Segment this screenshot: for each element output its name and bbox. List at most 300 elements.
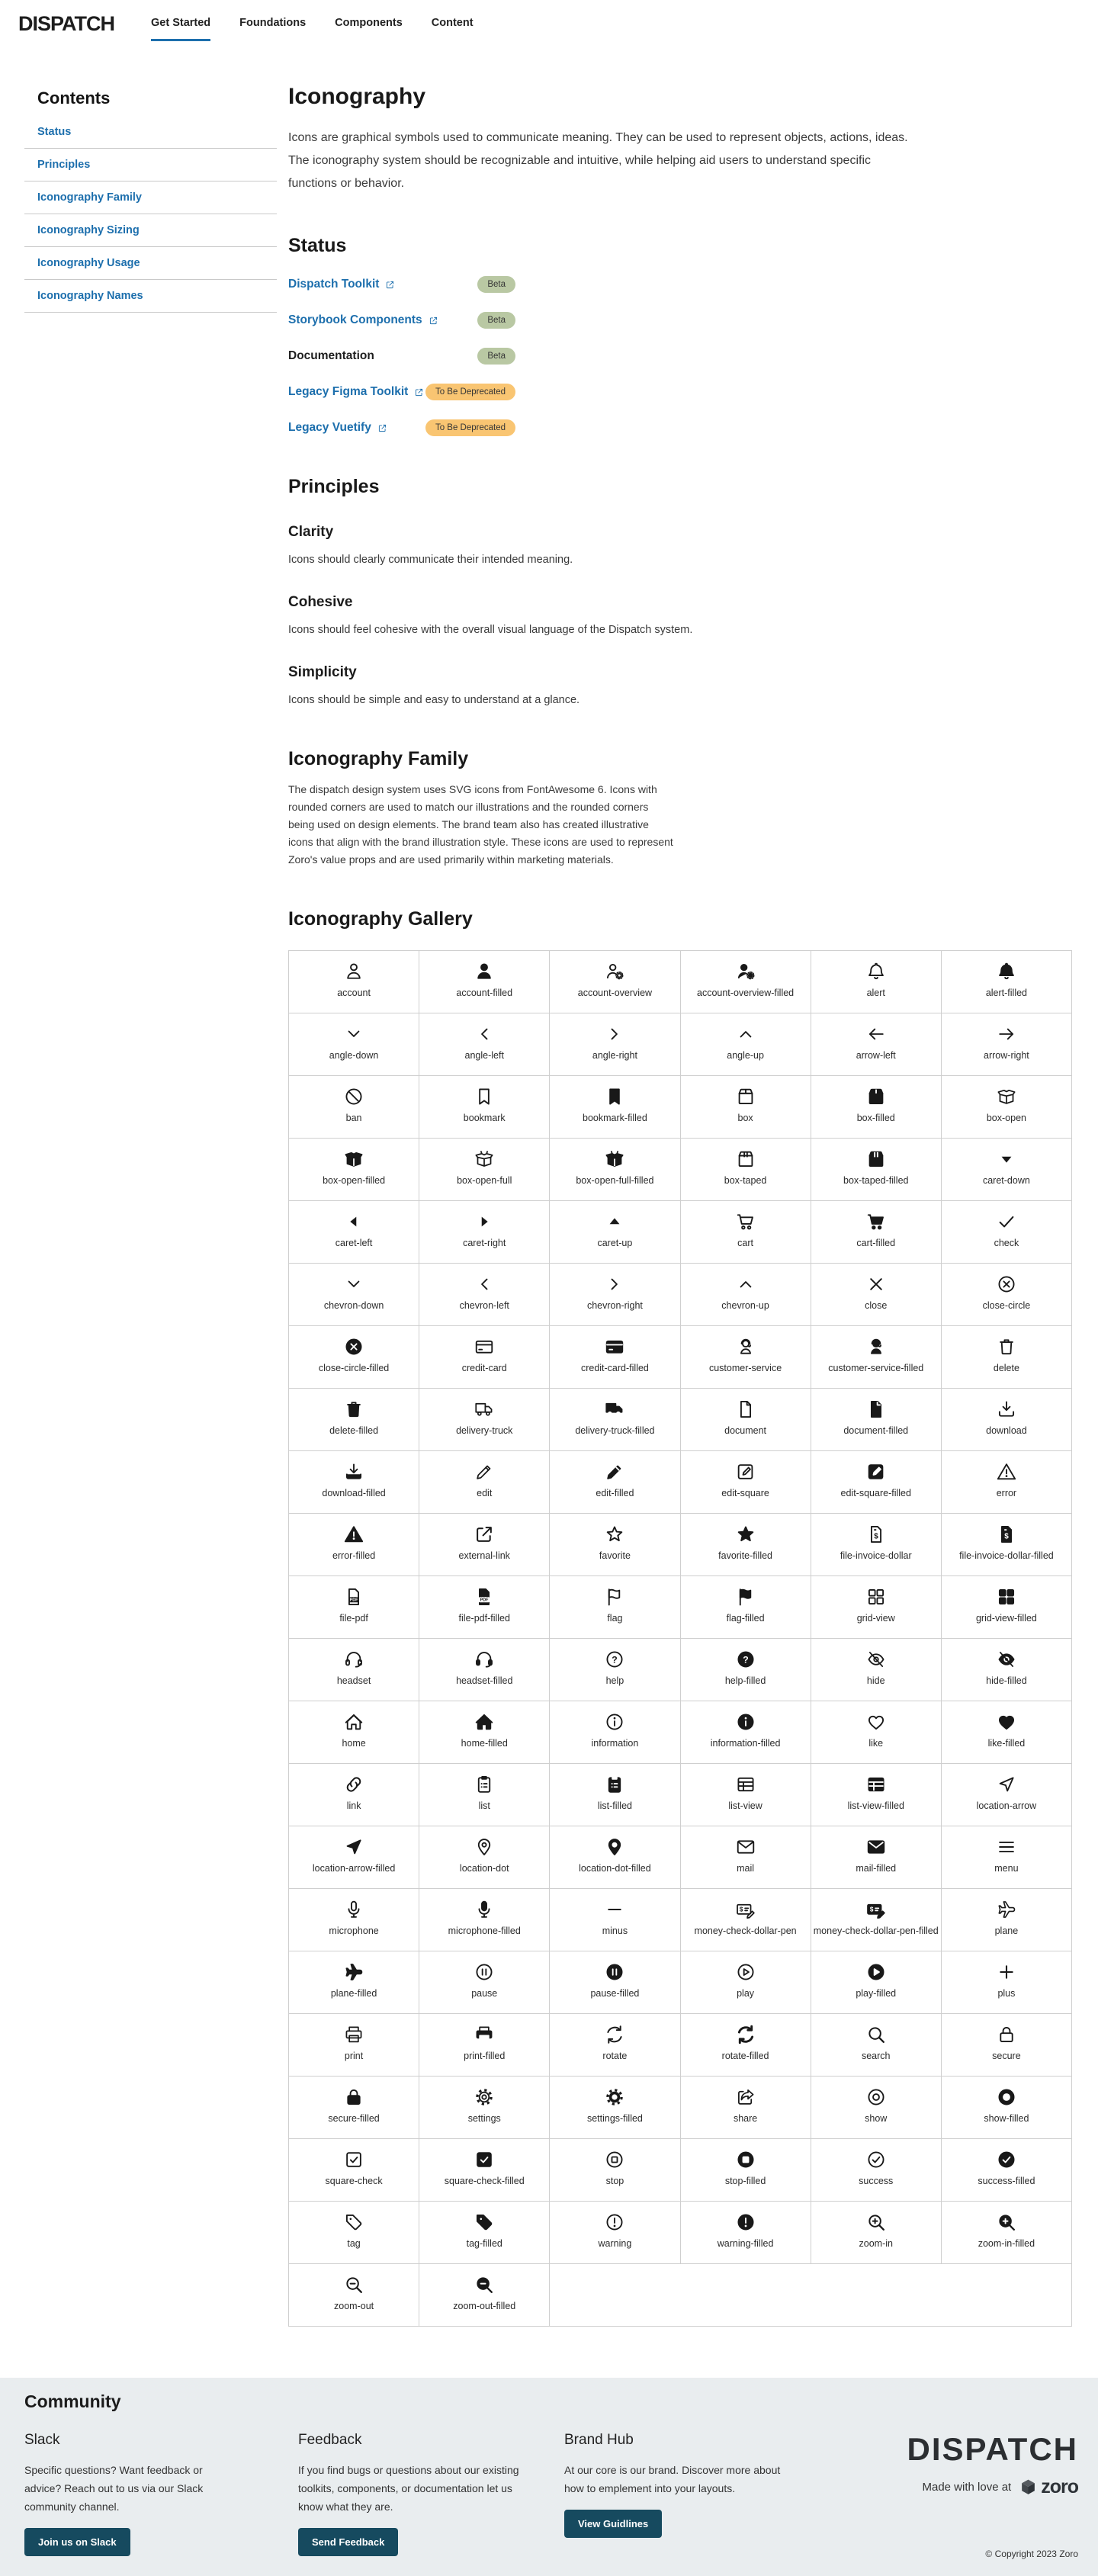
location-arrow-filled-icon <box>343 1836 364 1858</box>
chevron-left-icon <box>474 1274 495 1295</box>
box-open-icon <box>996 1086 1017 1107</box>
settings-icon <box>474 2086 495 2108</box>
icon-cell-file-invoice-dollar <box>811 1514 941 1575</box>
play-icon <box>735 1961 756 1983</box>
icon-cell-arrow-left <box>811 1013 941 1075</box>
information-icon <box>604 1711 625 1733</box>
icon-cell-plus <box>942 1951 1071 2013</box>
icon-name-label: zoom-out-filled <box>453 2301 516 2311</box>
zoom-out-icon <box>343 2274 364 2295</box>
icon-cell-close-circle-filled <box>289 1326 419 1388</box>
cart-icon <box>735 1211 756 1232</box>
pause-icon <box>474 1961 495 1983</box>
icon-name-label: grid-view <box>856 1613 895 1624</box>
icon-cell-money-check-dollar-pen-filled <box>811 1889 941 1951</box>
icon-name-label: headset-filled <box>456 1675 513 1686</box>
secure-icon <box>996 2024 1017 2045</box>
edit-icon <box>474 1461 495 1482</box>
status-link-dispatch-toolkit[interactable]: Dispatch Toolkit <box>288 278 395 291</box>
status-list <box>288 276 1072 436</box>
success-filled-icon <box>996 2149 1017 2170</box>
status-row-storybook-components <box>288 312 515 329</box>
icon-cell-help <box>550 1639 679 1701</box>
icon-cell-caret-up <box>550 1201 679 1263</box>
edit-square-filled-icon <box>865 1461 887 1482</box>
icon-name-label: rotate <box>602 2051 628 2061</box>
status-badge: Beta <box>477 276 515 293</box>
icon-name-label: plus <box>997 1988 1016 1999</box>
icon-name-label: like-filled <box>987 1738 1026 1749</box>
icon-cell-home-filled <box>419 1701 549 1763</box>
icon-name-label: money-check-dollar-pen <box>694 1926 797 1936</box>
icon-name-label: secure-filled <box>328 2113 380 2124</box>
angle-right-icon <box>604 1023 625 1045</box>
icon-cell-edit-square-filled <box>811 1451 941 1513</box>
icon-name-label: home <box>342 1738 366 1749</box>
icon-cell-mail-filled <box>811 1826 941 1888</box>
icon-name-label: delivery-truck-filled <box>575 1425 655 1436</box>
hide-icon <box>865 1649 887 1670</box>
icon-cell-grid-view-filled <box>942 1576 1071 1638</box>
icon-cell-money-check-dollar-pen <box>681 1889 811 1951</box>
icon-name-label: print <box>344 2051 364 2061</box>
status-badge: Beta <box>477 312 515 329</box>
document-filled-icon <box>865 1399 887 1420</box>
caret-up-icon <box>604 1211 625 1232</box>
icon-cell-account <box>289 951 419 1013</box>
microphone-filled-icon <box>474 1899 495 1920</box>
icon-name-label: account-overview-filled <box>697 988 795 998</box>
top-nav-bar <box>0 0 1098 44</box>
icon-cell-help-filled <box>681 1639 811 1701</box>
icon-cell-edit-square <box>681 1451 811 1513</box>
icon-cell-box-taped <box>681 1139 811 1200</box>
download-filled-icon <box>343 1461 364 1482</box>
icon-name-label: zoom-out <box>334 2301 374 2311</box>
icon-name-label: edit-square <box>721 1488 769 1498</box>
error-filled-icon <box>343 1524 364 1545</box>
status-row-dispatch-toolkit <box>288 276 515 293</box>
icon-name-label: stop <box>605 2176 624 2186</box>
icon-cell-flag-filled <box>681 1576 811 1638</box>
icon-name-label: money-check-dollar-pen-filled <box>813 1926 939 1936</box>
family-paragraph: The dispatch design system uses SVG icons from FontAwesome 6. Icons with rounded corners are used to match our illustrations and the rounded corners being used on design elements. The brand team also has created illustrative icons that align with the brand illustration style. These icons are used to represent Zoro's value props and are used primarily within marketing materials. <box>288 783 673 866</box>
main-content <box>288 84 1072 2372</box>
delivery-truck-icon <box>474 1399 495 1420</box>
icon-name-label: list-view-filled <box>847 1800 904 1811</box>
sidebar-item-iconography-names[interactable]: Iconography Names <box>24 280 277 313</box>
print-filled-icon <box>474 2024 495 2045</box>
document-icon <box>735 1399 756 1420</box>
icon-cell-favorite-filled <box>681 1514 811 1575</box>
principle-title-simplicity: Simplicity <box>288 664 357 680</box>
plane-filled-icon <box>343 1961 364 1983</box>
nav-tab-get-started[interactable]: Get Started <box>151 17 210 41</box>
icon-name-label: angle-left <box>464 1050 504 1061</box>
icon-cell-settings-filled <box>550 2077 679 2138</box>
contents-sidebar <box>24 88 277 313</box>
icon-cell-zoom-out <box>289 2264 419 2326</box>
location-dot-filled-icon <box>604 1836 625 1858</box>
zoom-in-filled-icon <box>996 2211 1017 2233</box>
icon-name-label: delete <box>993 1363 1019 1373</box>
list-view-icon <box>735 1774 756 1795</box>
sidebar-item-iconography-family[interactable]: Iconography Family <box>24 181 277 214</box>
arrow-right-icon <box>996 1023 1017 1045</box>
sidebar-item-principles[interactable]: Principles <box>24 149 277 181</box>
like-icon <box>865 1711 887 1733</box>
icon-name-label: box-taped-filled <box>843 1175 909 1186</box>
icon-name-label: settings-filled <box>586 2113 643 2124</box>
icon-cell-zoom-in <box>811 2202 941 2263</box>
icon-cell-hide-filled <box>942 1639 1071 1701</box>
icon-name-label: plane <box>994 1926 1019 1936</box>
box-icon <box>735 1086 756 1107</box>
close-circle-icon <box>996 1274 1017 1295</box>
icon-cell-file-invoice-dollar-filled <box>942 1514 1071 1575</box>
icon-cell-grid-view <box>811 1576 941 1638</box>
customer-service-icon <box>735 1336 756 1357</box>
caret-down-icon <box>996 1148 1017 1170</box>
icon-name-label: microphone <box>329 1926 379 1936</box>
icon-cell-list-view <box>681 1764 811 1826</box>
icon-cell-information <box>550 1701 679 1763</box>
icon-name-label: cart-filled <box>856 1238 896 1248</box>
box-open-full-icon <box>474 1148 495 1170</box>
icon-name-label: arrow-right <box>984 1050 1029 1061</box>
zoro-wordmark: zoro <box>1041 2476 1078 2497</box>
plane-icon <box>996 1899 1017 1920</box>
like-filled-icon <box>996 1711 1017 1733</box>
footer-column-title: Feedback <box>298 2432 362 2448</box>
icon-name-label: location-dot-filled <box>579 1863 651 1874</box>
chevron-down-icon <box>343 1274 364 1295</box>
send-feedback-button[interactable]: Send Feedback <box>298 2528 398 2556</box>
view-guidlines-button[interactable]: View Guidlines <box>564 2510 662 2538</box>
icon-name-label: file-pdf <box>339 1613 368 1624</box>
icon-cell-stop <box>550 2139 679 2201</box>
icon-name-label: delivery-truck <box>456 1425 513 1436</box>
footer-column-text: If you find bugs or questions about our existing toolkits, components, or documentation let us know what they are. <box>298 2464 519 2513</box>
file-pdf-filled-icon <box>474 1586 495 1608</box>
show-filled-icon <box>996 2086 1017 2108</box>
icon-name-label: location-arrow <box>976 1800 1037 1811</box>
gallery-heading: Iconography Gallery <box>288 908 473 930</box>
zoro-cube-icon <box>1019 2478 1038 2497</box>
list-icon <box>474 1774 495 1795</box>
icon-cell-customer-service <box>681 1326 811 1388</box>
box-taped-icon <box>735 1148 756 1170</box>
edit-filled-icon <box>604 1461 625 1482</box>
icon-name-label: secure <box>992 2051 1021 2061</box>
warning-icon <box>604 2211 625 2233</box>
icon-name-label: file-invoice-dollar <box>840 1550 912 1561</box>
tag-filled-icon <box>474 2211 495 2233</box>
icon-name-label: print-filled <box>464 2051 506 2061</box>
icon-name-label: close-circle-filled <box>318 1363 390 1373</box>
icon-name-label: plane-filled <box>330 1988 377 1999</box>
money-check-dollar-pen-filled-icon <box>865 1899 887 1920</box>
plus-icon <box>996 1961 1017 1983</box>
footer-column-title: Brand Hub <box>564 2432 634 2448</box>
icon-name-label: account-overview <box>577 988 653 998</box>
icon-cell-cart <box>681 1201 811 1263</box>
icon-name-label: favorite-filled <box>718 1550 773 1561</box>
icon-name-label: square-check <box>325 2176 383 2186</box>
status-row-documentation <box>288 348 515 365</box>
icon-cell-angle-down <box>289 1013 419 1075</box>
play-filled-icon <box>865 1961 887 1983</box>
chevron-up-icon <box>735 1274 756 1295</box>
icon-name-label: information-filled <box>710 1738 781 1749</box>
icon-name-label: tag-filled <box>466 2238 502 2249</box>
icon-cell-show <box>811 2077 941 2138</box>
icon-cell-alert-filled <box>942 951 1071 1013</box>
icon-cell-external-link <box>419 1514 549 1575</box>
icon-name-label: success <box>859 2176 894 2186</box>
headset-icon <box>343 1649 364 1670</box>
icon-name-label: show-filled <box>984 2113 1029 2124</box>
home-filled-icon <box>474 1711 495 1733</box>
icon-name-label: box-open-full <box>457 1175 512 1186</box>
status-link-legacy-vuetify[interactable]: Legacy Vuetify <box>288 421 387 435</box>
favorite-icon <box>604 1524 625 1545</box>
icon-name-label: chevron-down <box>323 1300 384 1311</box>
icon-cell-favorite <box>550 1514 679 1575</box>
icon-name-label: pause-filled <box>590 1988 640 1999</box>
error-icon <box>996 1461 1017 1482</box>
external-link-icon <box>414 387 424 397</box>
icon-cell-location-arrow-filled <box>289 1826 419 1888</box>
nav-tab-foundations[interactable]: Foundations <box>239 17 307 29</box>
icon-gallery-grid <box>288 950 1072 2327</box>
principle-text: Icons should be simple and easy to understand at a glance. <box>288 694 580 706</box>
join-us-on-slack-button[interactable]: Join us on Slack <box>24 2528 130 2556</box>
check-icon <box>996 1211 1017 1232</box>
file-pdf-icon <box>343 1586 364 1608</box>
icon-name-label: close-circle <box>982 1300 1031 1311</box>
icon-cell-print <box>289 2014 419 2076</box>
location-dot-icon <box>474 1836 495 1858</box>
icon-cell-minus <box>550 1889 679 1951</box>
icon-cell-box-open-full <box>419 1139 549 1200</box>
icon-name-label: stop-filled <box>724 2176 766 2186</box>
icon-name-label: account-filled <box>456 988 513 998</box>
icon-name-label: customer-service <box>708 1363 782 1373</box>
footer-column-feedback <box>298 2432 521 2556</box>
icon-name-label: account <box>337 988 371 998</box>
icon-cell-document <box>681 1389 811 1450</box>
icon-cell-bookmark-filled <box>550 1076 679 1138</box>
sidebar-item-status[interactable]: Status <box>24 116 277 149</box>
icon-cell-print-filled <box>419 2014 549 2076</box>
alert-filled-icon <box>996 961 1017 982</box>
status-badge: To Be Deprecated <box>425 419 515 436</box>
delete-filled-icon <box>343 1399 364 1420</box>
icon-cell-success <box>811 2139 941 2201</box>
icon-cell-arrow-right <box>942 1013 1071 1075</box>
icon-name-label: download <box>986 1425 1027 1436</box>
icon-cell-success-filled <box>942 2139 1071 2201</box>
icon-cell-delivery-truck-filled <box>550 1389 679 1450</box>
footer-dispatch-logo: DISPATCH <box>907 2431 1078 2467</box>
home-icon <box>343 1711 364 1733</box>
icon-cell-file-pdf <box>289 1576 419 1638</box>
icon-cell-chevron-left <box>419 1264 549 1325</box>
show-icon <box>865 2086 887 2108</box>
icon-cell-stop-filled <box>681 2139 811 2201</box>
icon-name-label: tag <box>347 2238 361 2249</box>
icon-cell-square-check <box>289 2139 419 2201</box>
icon-cell-mail <box>681 1826 811 1888</box>
edit-square-icon <box>735 1461 756 1482</box>
icon-cell-secure <box>942 2014 1071 2076</box>
delivery-truck-filled-icon <box>604 1399 625 1420</box>
icon-name-label: credit-card-filled <box>580 1363 649 1373</box>
ban-icon <box>343 1086 364 1107</box>
icon-name-label: close <box>865 1300 888 1311</box>
icon-cell-like <box>811 1701 941 1763</box>
icon-name-label: alert-filled <box>985 988 1027 998</box>
icon-name-label: like <box>868 1738 884 1749</box>
icon-cell-angle-up <box>681 1013 811 1075</box>
icon-name-label: square-check-filled <box>444 2176 525 2186</box>
icon-name-label: angle-right <box>592 1050 637 1061</box>
dispatch-logo[interactable]: DISPATCH <box>18 12 114 35</box>
icon-name-label: edit <box>477 1488 493 1498</box>
icon-name-label: help <box>605 1675 624 1686</box>
icon-cell-chevron-right <box>550 1264 679 1325</box>
status-badge: To Be Deprecated <box>425 384 515 400</box>
tag-icon <box>343 2211 364 2233</box>
icon-name-label: show <box>865 2113 888 2124</box>
footer-brand-block <box>907 2433 1078 2498</box>
community-footer <box>0 2378 1098 2576</box>
information-filled-icon <box>735 1711 756 1733</box>
nav-tab-content[interactable]: Content <box>431 17 474 29</box>
credit-card-filled-icon <box>604 1336 625 1357</box>
icon-name-label: external-link <box>458 1550 510 1561</box>
credit-card-icon <box>474 1336 495 1357</box>
sidebar-item-iconography-sizing[interactable]: Iconography Sizing <box>24 214 277 247</box>
pause-filled-icon <box>604 1961 625 1983</box>
icon-name-label: document <box>724 1425 767 1436</box>
print-icon <box>343 2024 364 2045</box>
contents-title: Contents <box>37 88 111 108</box>
icon-cell-home <box>289 1701 419 1763</box>
icon-cell-chevron-up <box>681 1264 811 1325</box>
close-icon <box>865 1274 887 1295</box>
icon-name-label: credit-card <box>461 1363 507 1373</box>
status-link-legacy-figma-toolkit[interactable]: Legacy Figma Toolkit <box>288 385 424 399</box>
icon-name-label: box-open-filled <box>323 1175 386 1186</box>
icon-cell-zoom-out-filled <box>419 2264 549 2326</box>
icon-cell-credit-card <box>419 1326 549 1388</box>
icon-cell-edit-filled <box>550 1451 679 1513</box>
intro-paragraph: Icons are graphical symbols used to communicate meaning. They can be used to represent objects, actions, ideas. The iconography system should be recognizable and intuitive, while helping aid users to understand specific functions or behavior. <box>288 131 908 190</box>
principle-text: Icons should clearly communicate their intended meaning. <box>288 554 573 566</box>
chevron-right-icon <box>604 1274 625 1295</box>
icon-cell-angle-right <box>550 1013 679 1075</box>
sidebar-item-iconography-usage[interactable]: Iconography Usage <box>24 247 277 280</box>
icon-cell-location-dot-filled <box>550 1826 679 1888</box>
icon-name-label: rotate-filled <box>721 2051 769 2061</box>
flag-filled-icon <box>735 1586 756 1608</box>
icon-cell-document-filled <box>811 1389 941 1450</box>
icon-cell-link <box>289 1764 419 1826</box>
icon-cell-rotate-filled <box>681 2014 811 2076</box>
caret-left-icon <box>343 1211 364 1232</box>
icon-name-label: warning <box>598 2238 632 2249</box>
icon-cell-search <box>811 2014 941 2076</box>
icon-name-label: chevron-up <box>721 1300 769 1311</box>
principles-heading: Principles <box>288 476 380 497</box>
icon-name-label: alert <box>866 988 885 998</box>
menu-icon <box>996 1836 1017 1858</box>
icon-name-label: hide <box>866 1675 885 1686</box>
bookmark-filled-icon <box>604 1086 625 1107</box>
delete-icon <box>996 1336 1017 1357</box>
icon-cell-rotate <box>550 2014 679 2076</box>
icon-cell-flag <box>550 1576 679 1638</box>
icon-cell-share <box>681 2077 811 2138</box>
icon-name-label: caret-right <box>463 1238 506 1248</box>
file-invoice-dollar-icon <box>865 1524 887 1545</box>
icon-name-label: microphone-filled <box>448 1926 521 1936</box>
icon-cell-file-pdf-filled <box>419 1576 549 1638</box>
footer-column-brand-hub <box>564 2432 793 2538</box>
icon-cell-delivery-truck <box>419 1389 549 1450</box>
list-view-filled-icon <box>865 1774 887 1795</box>
customer-service-filled-icon <box>865 1336 887 1357</box>
icon-name-label: location-arrow-filled <box>312 1863 396 1874</box>
icon-cell-account-filled <box>419 951 549 1013</box>
hide-filled-icon <box>996 1649 1017 1670</box>
icon-name-label: pause <box>471 1988 498 1999</box>
icon-name-label: angle-down <box>329 1050 379 1061</box>
angle-left-icon <box>474 1023 495 1045</box>
copyright-text: © Copyright 2023 Zoro <box>985 2549 1078 2559</box>
icon-cell-delete <box>942 1326 1071 1388</box>
icon-name-label: zoom-in <box>859 2238 893 2249</box>
icon-name-label: warning-filled <box>717 2238 774 2249</box>
footer-column-title: Slack <box>24 2432 60 2448</box>
icon-cell-microphone-filled <box>419 1889 549 1951</box>
icon-cell-hide <box>811 1639 941 1701</box>
main-nav <box>151 17 474 41</box>
icon-name-label: document-filled <box>843 1425 909 1436</box>
icon-name-label: settings <box>467 2113 501 2124</box>
icon-cell-box-open-full-filled <box>550 1139 679 1200</box>
contents-list <box>24 116 277 313</box>
icon-name-label: delete-filled <box>329 1425 379 1436</box>
square-check-filled-icon <box>474 2149 495 2170</box>
icon-name-label: menu <box>994 1863 1019 1874</box>
icon-cell-list <box>419 1764 549 1826</box>
icon-name-label: angle-up <box>727 1050 764 1061</box>
list-filled-icon <box>604 1774 625 1795</box>
icon-cell-close <box>811 1264 941 1325</box>
grid-view-icon <box>865 1586 887 1608</box>
icon-name-label: box <box>737 1113 753 1123</box>
zoro-logo <box>1019 2476 1078 2498</box>
bookmark-icon <box>474 1086 495 1107</box>
icon-cell-warning <box>550 2202 679 2263</box>
help-filled-icon <box>735 1649 756 1670</box>
nav-tab-components[interactable]: Components <box>335 17 403 29</box>
status-label-documentation: Documentation <box>288 349 374 362</box>
status-link-storybook-components[interactable]: Storybook Components <box>288 313 438 327</box>
